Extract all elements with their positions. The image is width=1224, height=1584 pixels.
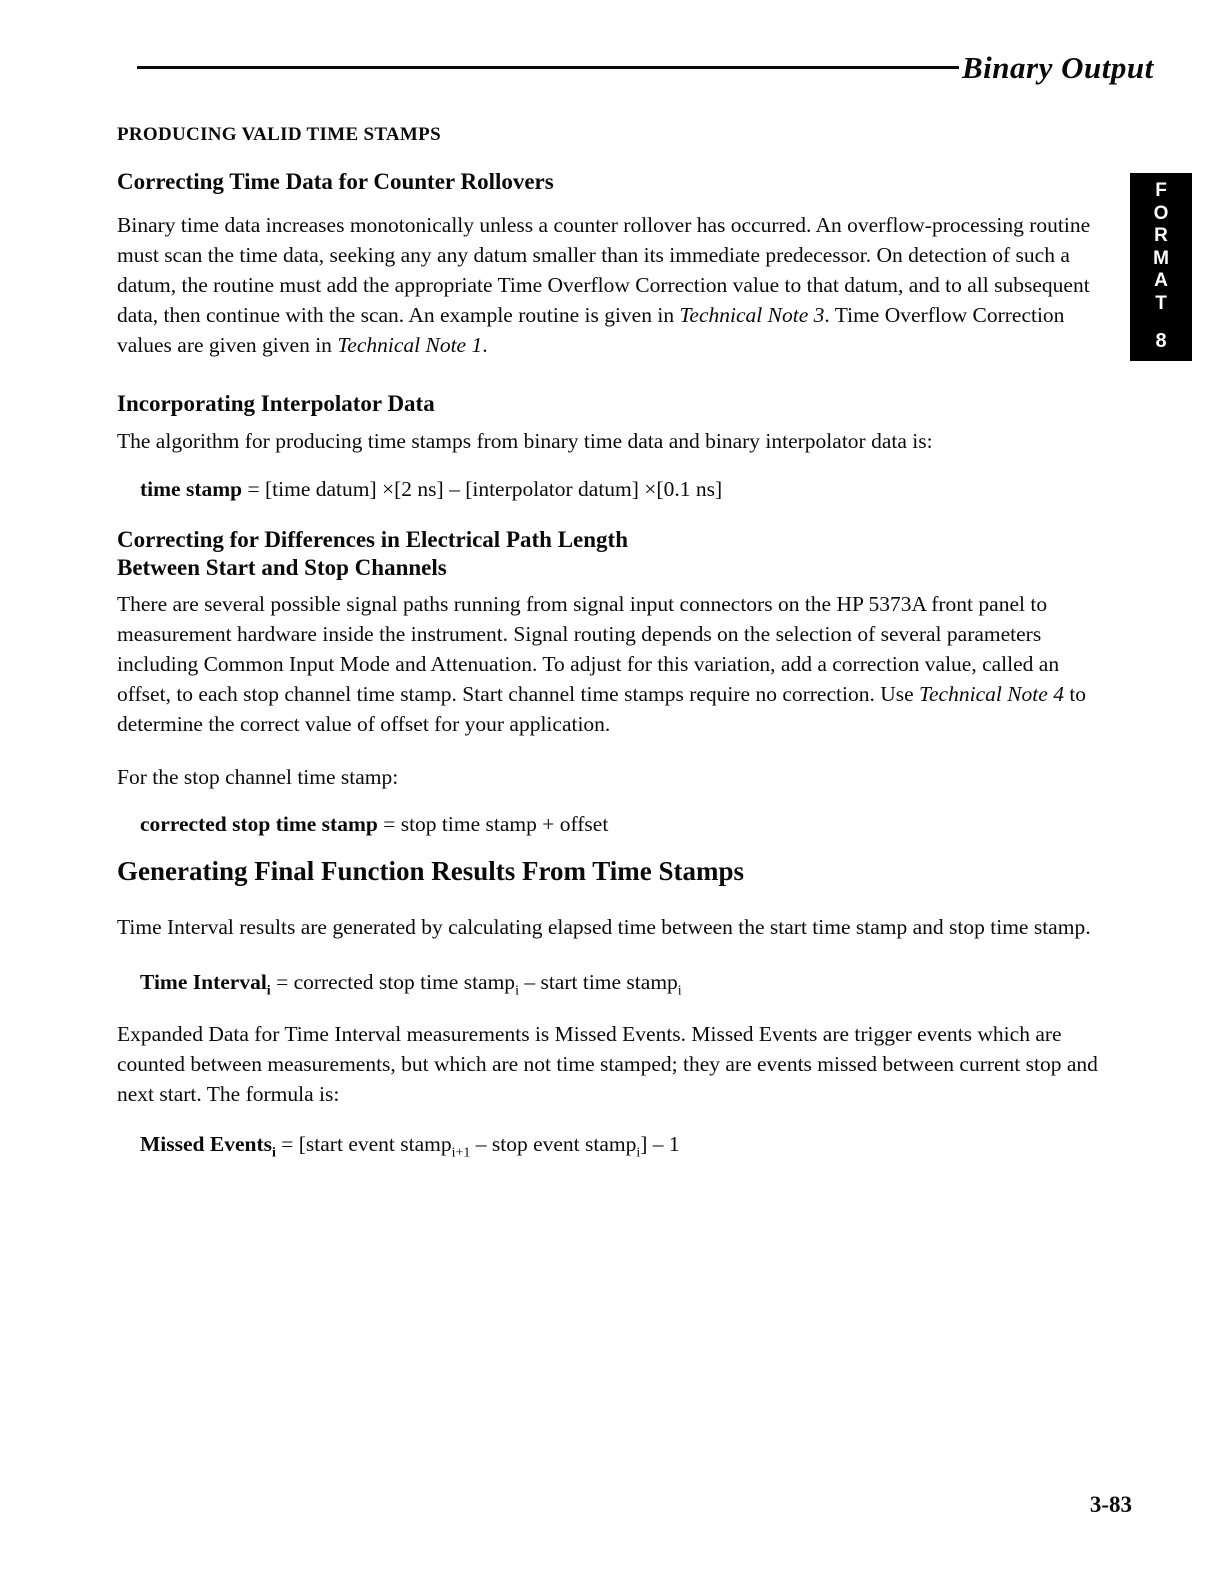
heading-line: Between Start and Stop Channels bbox=[117, 555, 447, 580]
paragraph-missed-events: Expanded Data for Time Interval measurements is Missed Events. Missed Events are trigger events which are counted between measurements, but which are not time stamped; they are events missed between current stop and next start. The formula is: bbox=[117, 1022, 1098, 1106]
heading-electrical-path-length bbox=[117, 526, 1107, 582]
subscript-i: i bbox=[515, 983, 519, 999]
tab-letter: M bbox=[1153, 247, 1169, 269]
formula-segment: ] – 1 bbox=[640, 1132, 680, 1156]
page-number: 3-83 bbox=[1089, 1492, 1132, 1517]
technical-note-4-reference: Technical Note 4 bbox=[919, 682, 1064, 706]
formula-lhs: time stamp bbox=[140, 477, 243, 501]
running-header-title: Binary Output bbox=[962, 50, 1154, 85]
heading-interpolator-data: Incorporating Interpolator Data bbox=[117, 391, 435, 416]
tab-letter: T bbox=[1155, 292, 1167, 314]
formula-corrected-stop-time-stamp bbox=[140, 809, 1107, 839]
paragraph-counter-rollovers bbox=[117, 210, 1107, 360]
text-run: to determine the correct value of offset for your application. bbox=[117, 682, 1087, 736]
subscript-i: i bbox=[636, 1145, 641, 1161]
formula-missed-events bbox=[140, 1129, 1107, 1159]
formula-segment: = corrected stop time stamp bbox=[270, 970, 516, 994]
tab-letter: A bbox=[1154, 270, 1168, 291]
tab-letter: F bbox=[1155, 180, 1167, 201]
chapter-side-tab-format-8 bbox=[1130, 173, 1192, 361]
text-run: Binary time data increases monotonically unless a counter rollover has occurred. An overflow-processing routine must scan the time data, seeking any any datum smaller than its immediate predecessor. On detection of such a datum, the routine must add the appropriate Time Overflow Correction value to that datum, and to all subsequent data, then continue with the scan. An example routine is given in bbox=[117, 213, 1091, 327]
text-run: . bbox=[482, 333, 488, 357]
formula-lhs: Time Interval bbox=[140, 970, 267, 994]
technical-note-3-reference: Technical Note 3 bbox=[679, 303, 825, 327]
subscript-i: i bbox=[677, 983, 682, 999]
formula-time-stamp bbox=[140, 474, 1107, 504]
paragraph-stop-channel-intro: For the stop channel time stamp: bbox=[117, 765, 399, 789]
heading-counter-rollovers: Correcting Time Data for Counter Rollovers bbox=[117, 169, 554, 194]
page-body bbox=[117, 0, 1107, 1159]
paragraph-signal-paths bbox=[117, 589, 1107, 739]
text-run: There are several possible signal paths running from signal input connectors on the HP 5373A front panel to measurement hardware inside the instrument. Signal routing depends on the selection of several parameters including Common Input Mode and Attenuation. To adjust for this variation, add a correction value, called an offset, to each stop channel time stamp. Start channel time stamps require no correction. Use bbox=[117, 592, 1060, 706]
formula-rhs: = [time datum] ×[2 ns] – [interpolator datum] ×[0.1 ns] bbox=[242, 477, 723, 501]
subscript-i: i bbox=[272, 1145, 276, 1161]
paragraph-interpolator-algorithm: The algorithm for producing time stamps from binary time data and binary interpolator data is: bbox=[117, 429, 933, 453]
formula-lhs: Missed Events bbox=[140, 1132, 272, 1156]
tab-letter: R bbox=[1154, 225, 1168, 246]
text-run: . Time Overflow Correction values are given given in bbox=[117, 303, 1065, 357]
formula-rhs: = stop time stamp + offset bbox=[377, 812, 609, 836]
heading-generating-final-results: Generating Final Function Results From Time Stamps bbox=[117, 856, 745, 886]
formula-segment: – stop event stamp bbox=[470, 1132, 637, 1156]
heading-line: Correcting for Differences in Electrical Path Length bbox=[117, 527, 628, 552]
section-eyebrow-heading: PRODUCING VALID TIME STAMPS bbox=[117, 124, 441, 145]
formula-time-interval bbox=[140, 967, 1107, 997]
paragraph-time-interval-results: Time Interval results are generated by calculating elapsed time between the start time stamp and stop time stamp. bbox=[117, 915, 1091, 939]
formula-lhs: corrected stop time stamp bbox=[140, 812, 378, 836]
formula-segment: = [start event stamp bbox=[275, 1132, 452, 1156]
subscript-i-plus-1: i+1 bbox=[451, 1145, 471, 1161]
subscript-i: i bbox=[266, 983, 271, 999]
tab-chapter-number: 8 bbox=[1155, 330, 1167, 352]
formula-segment: – start time stamp bbox=[518, 970, 678, 994]
tab-letter: O bbox=[1153, 202, 1169, 224]
technical-note-1-reference: Technical Note 1 bbox=[337, 333, 483, 357]
